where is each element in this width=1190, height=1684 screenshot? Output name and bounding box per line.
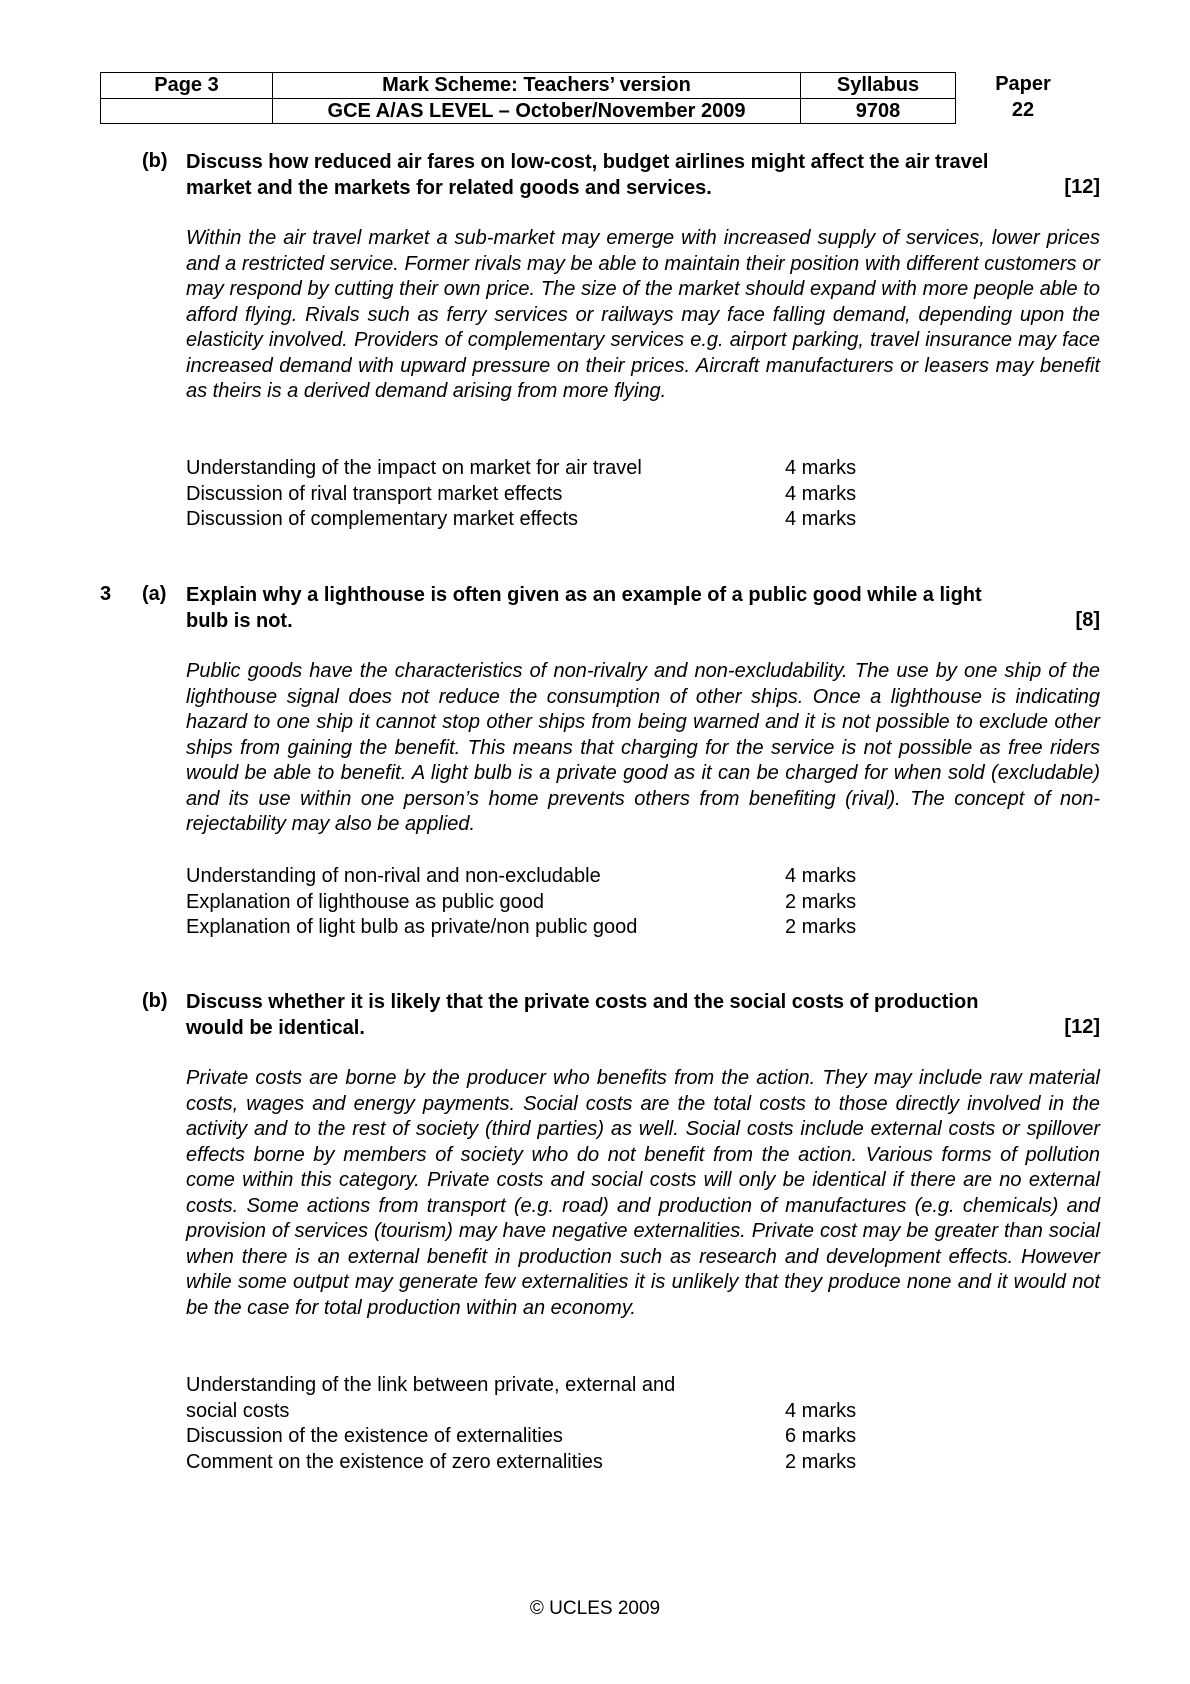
q2b-question-line2: market and the markets for related goods and services. [186, 176, 712, 199]
header-empty-cell [100, 98, 272, 124]
q3b-question-line2: would be identical. [186, 1016, 365, 1039]
q3a-mark-row [186, 915, 886, 941]
mark-criterion: Comment on the existence of zero externalities [186, 1450, 603, 1473]
mark-criterion: Explanation of light bulb as private/non public good [186, 916, 638, 938]
mark-criterion: Understanding of the link between private, external and [186, 1374, 676, 1396]
mark-criterion: Discussion of complementary market effects [186, 508, 579, 530]
header-paper-number: 22 [1011, 99, 1035, 121]
mark-criterion: Discussion of rival transport market effects [186, 482, 563, 505]
q3a-question-line2: bulb is not. [186, 609, 293, 632]
q3b-label: (b) [142, 990, 168, 1012]
q2b-mark-row [186, 507, 886, 533]
q3-number: 3 [100, 583, 112, 605]
q3b-question-line1: Discuss whether it is likely that the private costs and the social costs of production [186, 991, 979, 1013]
q2b-mark-row [186, 482, 886, 508]
q2b-mark-row [186, 456, 886, 482]
q3a-mark-row [186, 890, 886, 916]
q2b-label: (b) [142, 150, 168, 172]
mark-criterion: Understanding of the impact on market for air travel [186, 457, 642, 479]
mark-value: 4 marks [785, 1399, 857, 1422]
mark-value: 6 marks [785, 1425, 857, 1447]
mark-value: 4 marks [785, 508, 857, 530]
mark-value: 4 marks [785, 482, 857, 505]
mark-value: 2 marks [785, 916, 857, 938]
q3b-mark-row [186, 1399, 886, 1425]
header-page: Page 3 [100, 72, 272, 98]
header-paper-label: Paper [995, 73, 1051, 95]
q3b-mark-row [186, 1373, 886, 1399]
header-syllabus-label: Syllabus [800, 72, 956, 98]
q3a-mark-row [186, 864, 886, 890]
header-table [100, 72, 1090, 125]
mark-criterion: Explanation of lighthouse as public good [186, 890, 545, 913]
q3a-max-marks: [8] [1075, 608, 1100, 631]
copyright-footer: © UCLES 2009 [529, 1598, 661, 1619]
q3b-answer: Private costs are borne by the producer who benefits from the action. They may include raw material costs, wages and energy payments. Social costs are the total costs to those directly involved in the activity and to the rest of society (third parties) as well. Social costs include external costs or spillover effects borne by members of society who do not benefit from the action. Various forms of pollution come within this category. Private costs and social costs will only be identical if there are no external costs. Some actions from transport (e.g. road) and production of manufactures (e.g. chemicals) and provision of services (tourism) may have negative externalities. Private cost may be greater than social when there is an external benefit in production such as research and development effects. However while some output may generate few externalities it is unlikely that they produce none and it would not be the case for total production within an economy. [186, 1067, 1100, 1319]
q3b-mark-row [186, 1424, 886, 1450]
q2b-max-marks: [12] [1064, 175, 1100, 198]
header-subtitle: GCE A/AS LEVEL – October/November 2009 [272, 98, 800, 124]
q3a-label: (a) [142, 583, 167, 605]
mark-value: 2 marks [785, 890, 857, 913]
header-syllabus-code: 9708 [800, 98, 956, 124]
q3a-answer: Public goods have the characteristics of non-rivalry and non-excludability. The use by one ship of the lighthouse signal does not reduce the consumption of other ships. Once a lighthouse is indicating hazard to one ship it cannot stop other ships from being warned and it is not possible to exclude other ships from gaining the benefit. This means that charging for the service is not possible as free riders would be able to benefit. A light bulb is a private good as it can be charged for when sold (excludable) and its use within one person’s home prevents others from benefiting (rival). The concept of non-rejectability may also be applied. [186, 660, 1100, 835]
mark-criterion: Understanding of non-rival and non-excludable [186, 865, 601, 887]
header-title: Mark Scheme: Teachers’ version [272, 72, 800, 98]
mark-value: 4 marks [785, 457, 857, 479]
q2b-question-line1: Discuss how reduced air fares on low-cost, budget airlines might affect the air travel [186, 151, 989, 173]
q3a-question-line1: Explain why a lighthouse is often given as an example of a public good while a light [186, 584, 982, 606]
mark-criterion: Discussion of the existence of externalities [186, 1425, 563, 1447]
mark-value: 4 marks [785, 865, 857, 887]
q3b-max-marks: [12] [1064, 1015, 1100, 1038]
mark-criterion: social costs [186, 1399, 290, 1422]
mark-value: 2 marks [785, 1450, 857, 1473]
q3b-mark-row [186, 1450, 886, 1476]
q2b-answer: Within the air travel market a sub-market may emerge with increased supply of services, lower prices and a restricted service. Former rivals may be able to maintain their position with different customers or may respond by cutting their own price. The size of the market should expand with more people able to afford flying. Rivals such as ferry services or railways may face falling demand, depending upon the elasticity involved. Providers of complementary services e.g. airport parking, travel insurance may face increased demand with upward pressure on their prices. Aircraft manufacturers or leasers may benefit as theirs is a derived demand arising from more flying. [186, 227, 1100, 402]
